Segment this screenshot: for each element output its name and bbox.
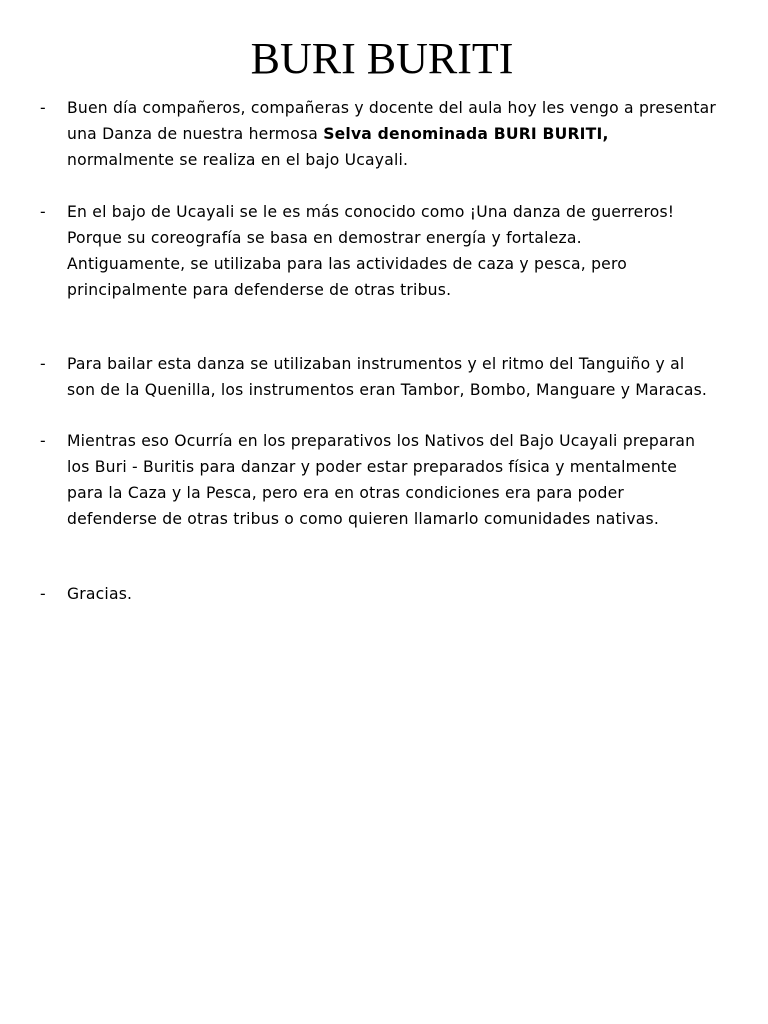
paragraph-line: para la Caza y la Pesca, pero era en otras condiciones era para poder xyxy=(67,484,624,502)
bullet-item-intro xyxy=(40,95,740,173)
paragraph-line-start: una Danza de nuestra hermosa xyxy=(67,125,324,143)
paragraph-line: los Buri - Buritis para danzar y poder estar preparados física y mentalmente xyxy=(67,458,678,476)
bullet-item-thanks xyxy=(40,581,740,607)
paragraph-line xyxy=(67,121,740,147)
bullet-item-instruments xyxy=(40,351,740,403)
bold-phrase: Selva denominada BURI BURITI, xyxy=(323,125,609,143)
bullet-dash: - xyxy=(40,99,46,117)
paragraph-text xyxy=(67,351,740,403)
document-title: BURI BURITI xyxy=(250,34,514,83)
paragraph-line: son de la Quenilla, los instrumentos eran Tambor, Bombo, Manguare y Maracas. xyxy=(67,381,708,399)
paragraph-text xyxy=(67,428,740,532)
paragraph-text xyxy=(67,199,740,303)
paragraph-line: Para bailar esta danza se utilizaban instrumentos y el ritmo del Tanguiño y al xyxy=(67,355,685,373)
paragraph-line: defenderse de otras tribus o como quieren llamarlo comunidades nativas. xyxy=(67,510,660,528)
paragraph-line: Porque su coreografía se basa en demostrar energía y fortaleza. xyxy=(67,229,582,247)
bullet-item-warriors xyxy=(40,199,740,303)
paragraph-line: En el bajo de Ucayali se le es más conocido como ¡Una danza de guerreros! xyxy=(67,203,675,221)
bullet-dash: - xyxy=(40,203,46,221)
bullet-item-preparations xyxy=(40,428,740,532)
paragraph-line: Buen día compañeros, compañeras y docente del aula hoy les vengo a presentar xyxy=(67,99,717,117)
bullet-dash: - xyxy=(40,432,46,450)
paragraph-line: Gracias. xyxy=(67,585,133,603)
bullet-dash: - xyxy=(40,585,46,603)
paragraph-text xyxy=(67,95,740,173)
bullet-dash: - xyxy=(40,355,46,373)
paragraph-line: Antiguamente, se utilizaba para las actividades de caza y pesca, pero xyxy=(67,255,627,273)
paragraph-line: principalmente para defenderse de otras tribus. xyxy=(67,281,452,299)
paragraph-line: normalmente se realiza en el bajo Ucayali. xyxy=(67,151,409,169)
paragraph-line: Mientras eso Ocurría en los preparativos los Nativos del Bajo Ucayali preparan xyxy=(67,432,696,450)
paragraph-text xyxy=(67,581,740,607)
